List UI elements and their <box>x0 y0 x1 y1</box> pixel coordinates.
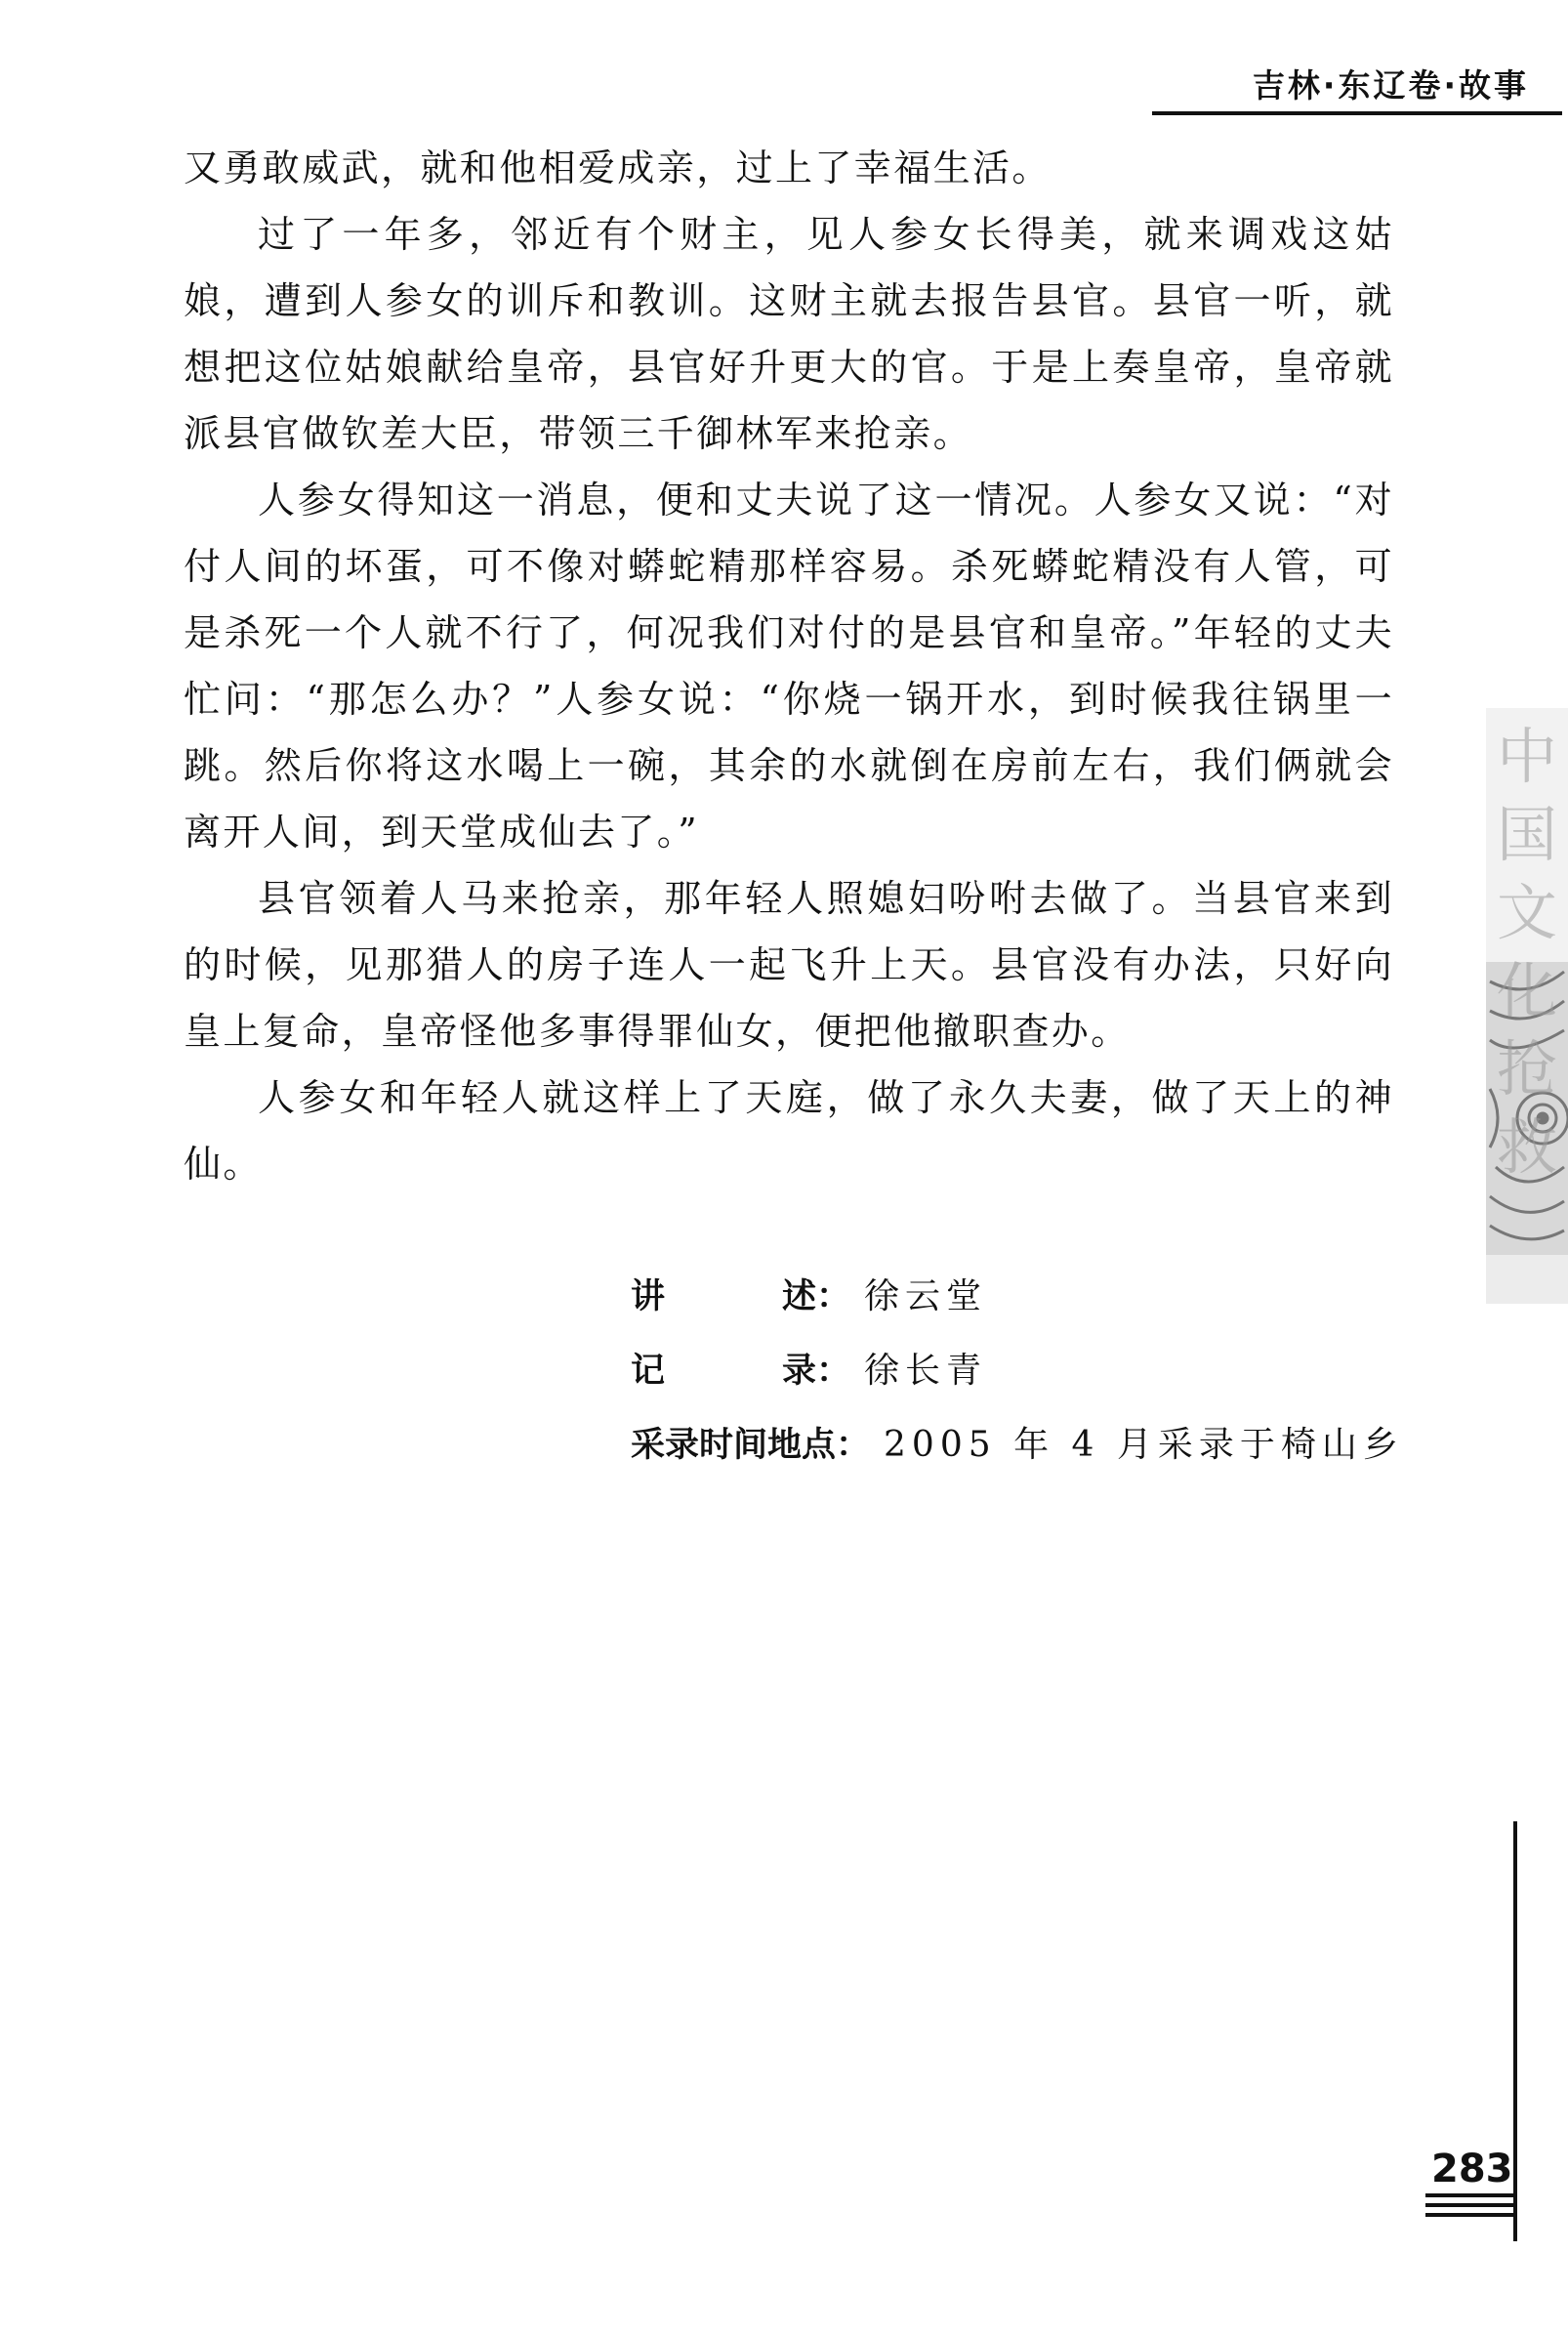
page-number-rule-2 <box>1425 2203 1517 2207</box>
narrator-label-char-1: 讲 <box>631 1277 666 1316</box>
narrator-label <box>631 1260 816 1334</box>
page-number-rule-3 <box>1425 2213 1517 2217</box>
recorder-value: 徐长青 <box>864 1351 988 1391</box>
story-body <box>184 135 1394 1197</box>
narrator-label-char-2: 述 <box>781 1277 816 1316</box>
paragraph-4: 县官领着人马来抢亲，那年轻人照媳妇吩咐去做了。当县官来到的时候，见那猎人的房子连人一起飞升上天。县官没有办法，只好向皇上复命，皇帝怪他多事得罪仙女，便把他撤职查办。 <box>184 877 1394 1053</box>
time-place-colon: ： <box>836 1426 871 1465</box>
narrator-colon: ： <box>816 1277 851 1316</box>
narrator-value: 徐云堂 <box>864 1276 988 1316</box>
page-number-rules <box>1425 2193 1517 2223</box>
side-tab-char-2: 文化 <box>1496 877 1557 1026</box>
page-number-rule-1 <box>1425 2193 1517 2197</box>
recorder-label-char-1: 记 <box>631 1352 666 1391</box>
page-number: 283 <box>1431 2147 1513 2191</box>
side-tab-characters <box>1488 718 1566 1187</box>
recorder-label-char-2: 录 <box>781 1352 816 1391</box>
recorder-colon: ： <box>816 1352 851 1391</box>
running-header: 吉林·东辽卷·故事 <box>1252 66 1529 104</box>
attribution-block <box>631 1260 1404 1482</box>
time-place-row <box>631 1408 1404 1482</box>
paragraph-3: 人参女得知这一消息，便和丈夫说了这一情况。人参女又说：“对付人间的坏蛋，可不像对蟒蛇精那样容易。杀死蟒蛇精没有人管，可是杀死一个人就不行了，何况我们对付的是县官和皇帝。”年轻的丈夫忙问：“那怎么办？”人参女说：“你烧一锅开水，到时候我往锅里一跳。然后你将这水喝上一碗，其余的水就倒在房前左右，我们俩就会离开人间，到天堂成仙去了。” <box>184 479 1394 854</box>
narrator-row <box>631 1260 1404 1334</box>
side-tab-char-1: 中国 <box>1496 721 1557 870</box>
paragraph-1: 又勇敢威武，就和他相爱成亲，过上了幸福生活。 <box>184 146 1052 189</box>
recorder-row <box>631 1334 1404 1408</box>
time-place-label: 采录时间地点 <box>631 1426 837 1465</box>
margin-vertical-rule <box>1513 1821 1517 2241</box>
paragraph-5: 人参女和年轻人就这样上了天庭，做了永久夫妻，做了天上的神仙。 <box>184 1076 1394 1186</box>
paragraph-2: 过了一年多，邻近有个财主，见人参女长得美，就来调戏这姑娘，遭到人参女的训斥和教训。这财主就去报告县官。县官一听，就想把这位姑娘献给皇帝，县官好升更大的官。于是上奏皇帝，皇帝就派县官做钦差大臣，带领三千御林军来抢亲。 <box>184 213 1394 455</box>
recorder-label <box>631 1334 816 1408</box>
header-rule <box>1152 111 1562 115</box>
time-place-value: 2005 年 4 月采录于椅山乡 <box>884 1425 1404 1465</box>
side-tab-char-3: 抢救 <box>1496 1033 1557 1183</box>
